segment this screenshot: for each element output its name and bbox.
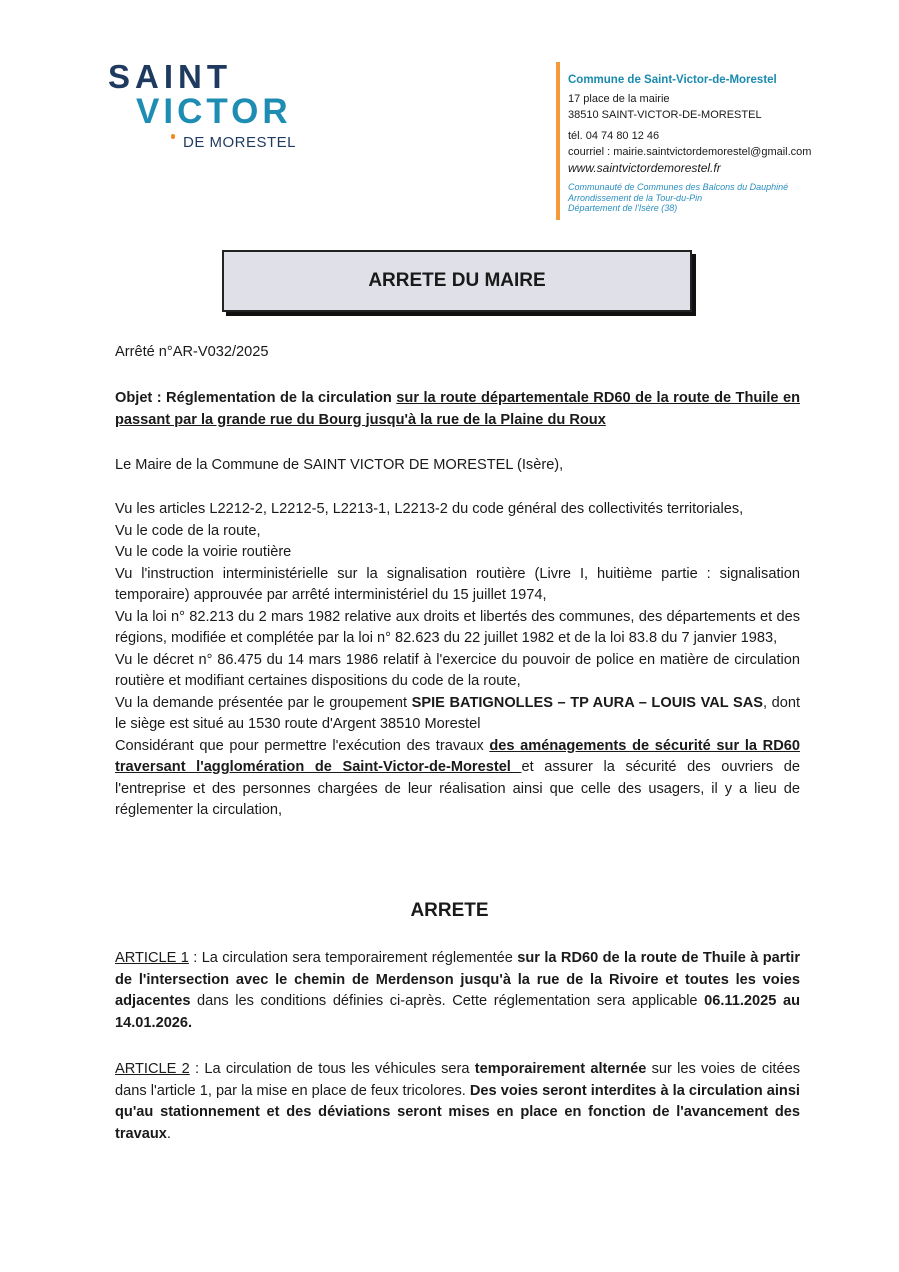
document-title: ARRETE DU MAIRE bbox=[222, 250, 692, 312]
article-2-text-2: sur les voies de citées dans l'article 1, par la mise en place de feux tricolores. bbox=[115, 1061, 800, 1099]
vu-demande-text: Vu la demande présentée par le groupement bbox=[115, 694, 412, 711]
article-1-text: : La circulation sera temporairement réglementée bbox=[188, 950, 518, 966]
sub-line-1: Communauté de Communes des Balcons du Dauphiné bbox=[568, 182, 789, 192]
email[interactable]: courriel : mairie.saintvictordemorestel@gmail.com bbox=[568, 146, 812, 158]
article-2 bbox=[115, 1059, 800, 1145]
logo-line-3: DE MORESTEL bbox=[183, 134, 297, 151]
considerants bbox=[115, 499, 800, 822]
article-2-label: ARTICLE 2 bbox=[115, 1061, 190, 1077]
sub-line-3: Département de l'Isère (38) bbox=[568, 203, 678, 213]
commune-name: Commune de Saint-Victor-de-Morestel bbox=[568, 74, 777, 86]
reference-number: Arrêté n°AR-V032/2025 bbox=[115, 344, 269, 360]
considerant-end: et assurer la sécurité des ouvriers de l'entreprise et des personnes chargées de leur réalisation ainsi que celle des usagers, il y a lieu de réglementer la circulation, bbox=[115, 759, 800, 818]
website[interactable]: www.saintvictordemorestel.fr bbox=[568, 161, 721, 175]
vu-loi: Vu la loi n° 82.213 du 2 mars 1982 relative aux droits et libertés des communes, des départements et des régions, modifiée et complétée par la loi n° 82.623 du 22 juillet 1982 et de la loi 83.8 du 7 janvier 1983, bbox=[115, 608, 800, 646]
article-2-end: . bbox=[166, 1125, 171, 1142]
address-line-1: 17 place de la mairie bbox=[568, 93, 670, 105]
objet-label: Objet : Réglementation de la circulation bbox=[115, 390, 397, 406]
vu-code-route: Vu le code de la route, bbox=[115, 522, 261, 539]
travaux-description: des aménagements de sécurité sur la RD60 traversant l'agglomération de Saint-Victor-de-Morestel bbox=[115, 737, 800, 775]
article-2-alternance: temporairement alternée bbox=[474, 1061, 647, 1077]
arrete-heading: ARRETE bbox=[410, 900, 489, 921]
intro: Le Maire de la Commune de SAINT VICTOR DE MORESTEL (Isère), bbox=[115, 457, 564, 473]
objet-subject: sur la route départementale RD60 de la route de Thuile en passant par la grande rue du Bourg jusqu'à la rue de la Plaine du Roux bbox=[115, 390, 801, 428]
groupement-name: SPIE BATIGNOLLES – TP AURA – LOUIS VAL SAS bbox=[411, 694, 763, 711]
logo-dot bbox=[171, 134, 175, 139]
commune-logo bbox=[108, 58, 308, 158]
article-2-text: : La circulation de tous les véhicules sera bbox=[189, 1061, 475, 1077]
logo-line-2: VICTOR bbox=[136, 92, 292, 131]
sub-line-2: Arrondissement de la Tour-du-Pin bbox=[568, 192, 703, 203]
considerant bbox=[115, 736, 800, 822]
article-1-text-2: dans les conditions définies ci-après. Cette réglementation sera applicable bbox=[190, 993, 705, 1009]
address-line-2: 38510 SAINT-VICTOR-DE-MORESTEL bbox=[568, 109, 762, 121]
article-1-dates: 06.11.2025 au 14.01.2026. bbox=[115, 993, 800, 1031]
article-1-scope: sur la RD60 de la route de Thuile à partir de l'intersection avec le chemin de Merdenson jusqu'à la rue de la Rivoire et toutes les voies adjacentes bbox=[115, 950, 801, 1009]
considerant-text: Considérant que pour permettre l'exécution des travaux bbox=[115, 737, 490, 754]
vu-demande-address: , dont le siège est situé au 1530 route d'Argent 38510 Morestel bbox=[115, 694, 800, 732]
letterhead-contact bbox=[556, 62, 858, 220]
logo-line-1: SAINT bbox=[108, 58, 232, 95]
article-1-label: ARTICLE 1 bbox=[115, 950, 189, 966]
article-1 bbox=[115, 948, 800, 1034]
vu-instruction: Vu l'instruction interministérielle sur la signalisation routière (Livre I, huitième partie : signalisation temporaire) approuvée par arrêté interministériel du 15 juillet 1974, bbox=[115, 565, 800, 603]
vu-articles: Vu les articles L2212-2, L2212-5, L2213-1, L2213-2 du code général des collectivités territoriales, bbox=[115, 501, 744, 517]
phone: tél. 04 74 80 12 46 bbox=[568, 130, 660, 142]
article-2-restrictions: Des voies seront interdites à la circulation ainsi qu'au stationnement et des déviations seront mises en place en fonction de l'avancement des travaux bbox=[115, 1082, 800, 1142]
objet bbox=[115, 388, 800, 431]
vu-demande bbox=[115, 693, 800, 736]
vu-code-voirie: Vu le code la voirie routière bbox=[115, 544, 292, 560]
vu-decret: Vu le décret n° 86.475 du 14 mars 1986 relatif à l'exercice du pouvoir de police en matière de circulation routière et modifiant certaines dispositions du code de la route, bbox=[115, 651, 800, 689]
